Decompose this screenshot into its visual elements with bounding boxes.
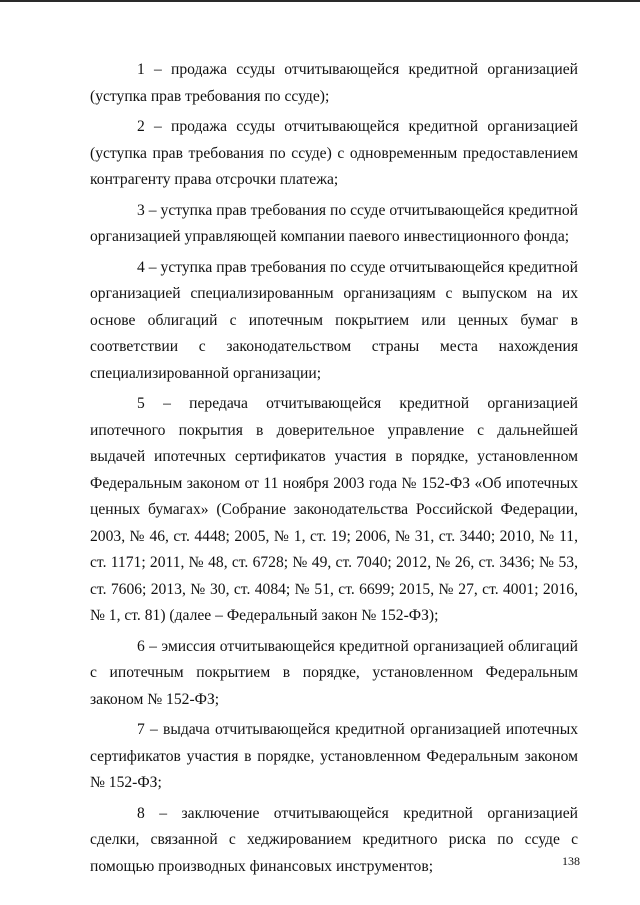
paragraph-item-8: 8 – заключение отчитывающейся кредитной организацией сделки, связанной с хеджированием кредитного риска по ссуде с помощью производных финансовых инструментов; <box>90 804 578 875</box>
paragraph-item-1: 1 – продажа ссуды отчитывающейся кредитной организацией (уступка прав требования по ссуде); <box>90 61 578 105</box>
body-text <box>90 57 578 884</box>
paragraph-item-7: 7 – выдача отчитывающейся кредитной организацией ипотечных сертификатов участия в порядке, установленном Федеральным законом № 152-ФЗ; <box>90 721 578 791</box>
paragraph-item-2: 2 – продажа ссуды отчитывающейся кредитной организацией (уступка прав требования по ссуде) с одновременным предоставлением контрагенту права отсрочки платежа; <box>90 118 578 188</box>
paragraph-item-3: 3 – уступка прав требования по ссуде отчитывающейся кредитной организацией управляющей компании паевого инвестиционного фонда; <box>90 201 578 245</box>
paragraph-item-6: 6 – эмиссия отчитывающейся кредитной организацией облигаций с ипотечным покрытием в порядке, установленном Федеральным законом № 152-ФЗ; <box>90 637 578 708</box>
page-number: 138 <box>562 854 580 868</box>
top-border-line <box>0 0 640 2</box>
paragraph-item-4: 4 – уступка прав требования по ссуде отчитывающейся кредитной организацией специализированным организациям с выпуском на их основе облигаций с ипотечным покрытием или ценных бумаг в соответствии с законодательством страны места нахождения специализированной организации; <box>90 258 578 382</box>
paragraph-item-5: 5 – передача отчитывающейся кредитной организацией ипотечного покрытия в доверительное управление с дальнейшей выдачей ипотечных сертификатов участия в порядке, установленном Федеральным законом от 11 ноября 2003 года № 152-ФЗ «Об ипотечных ценных бумагах» (Собрание законодательства Российской Федерации, 2003, № 46, ст. 4448; 2005, № 1, ст. 19; 2006, № 31, ст. 3440; 2010, № 11, ст. 1171; 2011, № 48, ст. 6728; № 49, ст. 7040; 2012, № 26, ст. 3436; № 53, ст. 7606; 2013, № 30, ст. 4084; № 51, ст. 6699; 2015, № 27, ст. 4001; 2016, № 1, ст. 81) (далее – Федеральный закон № 152-ФЗ); <box>90 395 578 624</box>
